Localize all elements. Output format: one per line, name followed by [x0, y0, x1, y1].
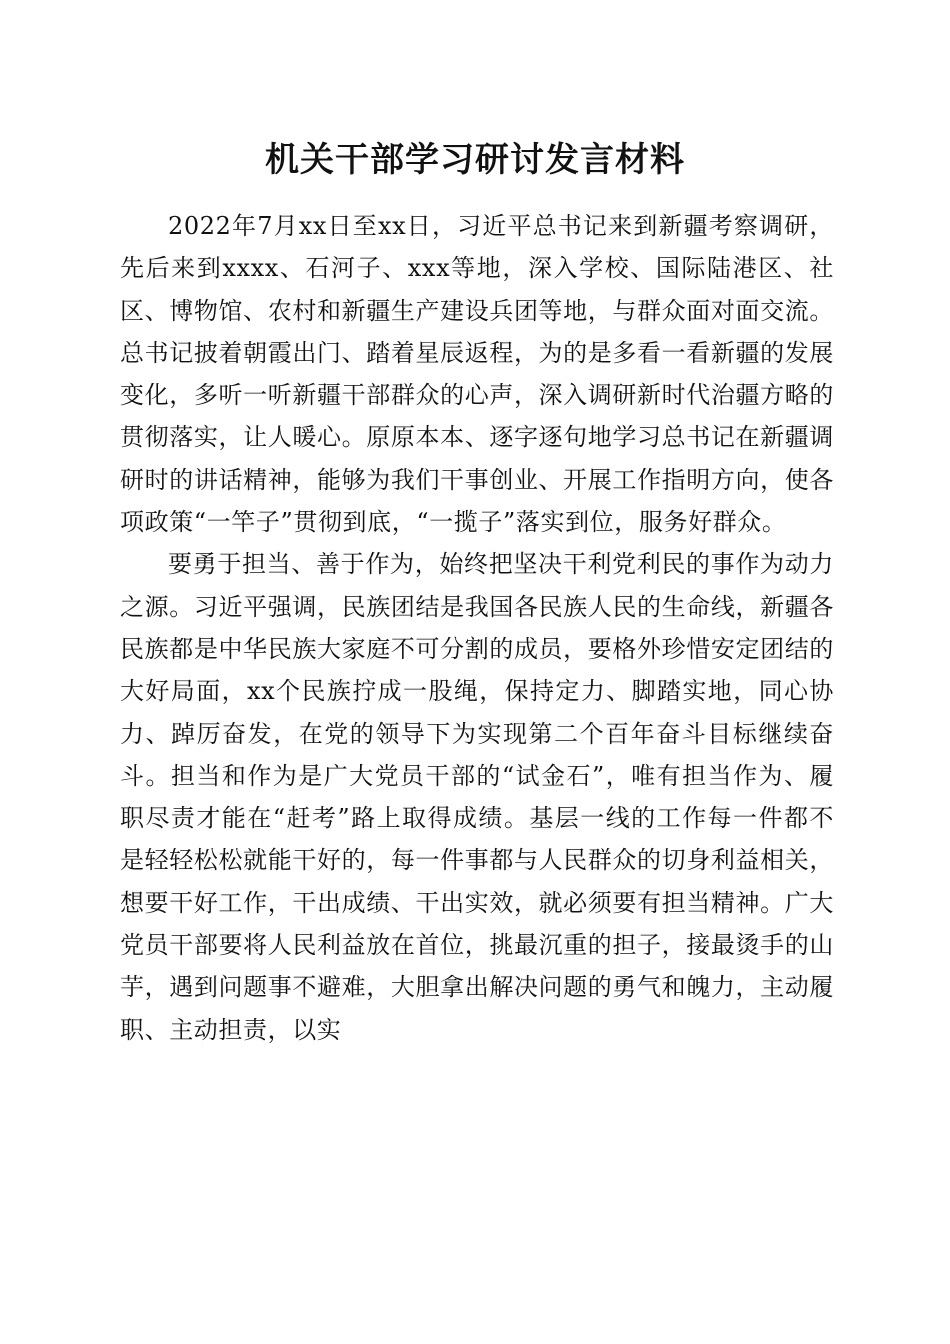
paragraph-1: 2022年7月xx日至xx日，习近平总书记来到新疆考察调研，先后来到xxxx、石河子、xxx等地，深入学校、国际陆港区、社区、博物馆、农村和新疆生产建设兵团等地，与群众面对面交流。总书记披着朝霞出门、踏着星辰返程，为的是多看一看新疆的发展变化，多听一听新疆干部群众的心声，深入调研新时代治疆方略的贯彻落实，让人暖心。原原本本、逐字逐句地学习总书记在新疆调研时的讲话精神，能够为我们干事创业、开展工作指明方向，使各项政策“一竿子”贯彻到底，“一揽子”落实到位，服务好群众。 [120, 212, 834, 537]
document-title: 机关干部学习研讨发言材料 [265, 140, 685, 180]
document-body [120, 205, 834, 1051]
paragraph-2: 要勇于担当、善于作为，始终把坚决干利党利民的事作为动力之源。习近平强调，民族团结是我国各民族人民的生命线，新疆各民族都是中华民族大家庭不可分割的成员，要格外珍惜安定团结的大好局面，xx个民族拧成一股绳，保持定力、脚踏实地，同心协力、踔厉奋发，在党的领导下为实现第二个百年奋斗目标继续奋斗。担当和作为是广大党员干部的“试金石”，唯有担当作为、履职尽责才能在“赶考”路上取得成绩。基层一线的工作每一件都不是轻轻松松就能干好的，每一件事都与人民群众的切身利益相关，想要干好工作，干出成绩、干出实效，就必须要有担当精神。广大党员干部要将人民利益放在首位，挑最沉重的担子，接最烫手的山芋，遇到问题事不避难，大胆拿出解决问题的勇气和魄力，主动履职、主动担责，以实 [120, 550, 834, 1044]
